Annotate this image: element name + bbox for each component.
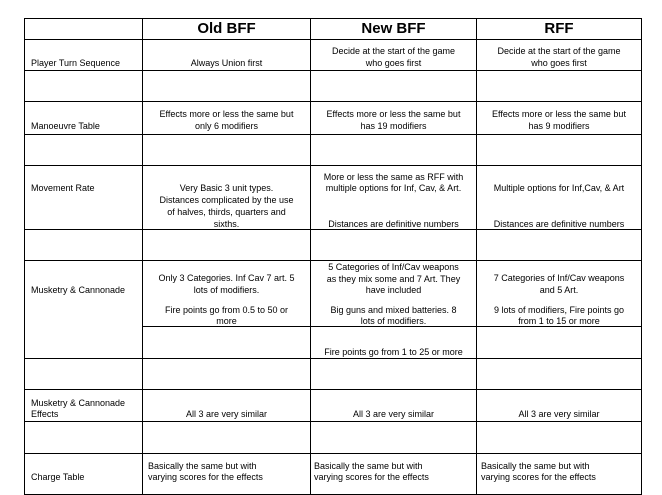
cell-text: varying scores for the effects [314,472,429,482]
cell-text: varying scores for the effects [148,472,263,482]
grid-line [476,18,477,495]
grid-line [24,165,642,166]
row-label-manoeuvre-table: Manoeuvre Table [31,121,100,131]
grid-line [310,18,311,495]
cell-text: Basically the same but with [481,461,590,471]
cell-text: Distances complicated by the use [159,195,294,205]
grid-line [641,18,642,495]
grid-line [24,101,642,102]
grid-line [142,18,143,495]
grid-line [24,453,642,454]
cell-text: Distances are definitive numbers [328,219,459,229]
cell-text: Basically the same but with [148,461,257,471]
cell-text: Very Basic 3 unit types. [179,183,274,193]
grid-line [24,39,642,40]
cell-text: All 3 are very similar [518,409,600,419]
cell-text: has 9 modifiers [528,121,590,131]
row-label-musketry-effects-line2: Effects [31,409,59,419]
cell-text: Big guns and mixed batteries. 8 [330,305,457,315]
cell-text: who goes first [531,58,587,68]
cell-text: only 6 modifiers [194,121,259,131]
cell-text: varying scores for the effects [481,472,596,482]
cell-text: Always Union first [190,58,263,68]
cell-text: Distances are definitive numbers [493,219,625,229]
cell-text: lots of modifiers. [193,285,260,295]
cell-text: Effects more or less the same but [159,109,294,119]
cell-text: Effects more or less the same but [326,109,461,119]
cell-text: Fire points go from 1 to 25 or more [324,347,463,357]
row-label-musketry-effects: Musketry & Cannonade [31,398,126,408]
cell-text: All 3 are very similar [185,409,268,419]
cell-text: and 5 Art. [539,285,579,295]
row-label-charge-table: Charge Table [31,472,85,482]
cell-text: Effects more or less the same but [492,109,626,119]
column-header-rff: RFF [544,20,574,37]
grid-line [24,134,642,135]
column-header-old-bff: Old BFF [197,20,256,37]
cell-text: sixths. [213,219,240,229]
cell-text: multiple options for Inf, Cav, & Art. [325,183,462,193]
grid-line [24,389,642,390]
cell-text: has 19 modifiers [360,121,427,131]
grid-line [24,358,642,359]
grid-line [24,260,642,261]
cell-text: who goes first [365,58,422,68]
column-header-new-bff: New BFF [361,20,426,37]
grid-line [24,18,642,19]
cell-text: 5 Categories of Inf/Cav weapons [328,262,459,272]
cell-text: more [216,316,237,326]
cell-text: All 3 are very similar [352,409,435,419]
row-label-musketry-cannonade: Musketry & Cannonade [31,285,126,295]
grid-line [24,70,642,71]
cell-text: Multiple options for Inf,Cav, & Art [493,183,625,193]
cell-text: have included [365,285,422,295]
grid-line [24,18,25,495]
cell-text: as they mix some and 7 Art. They [326,274,461,284]
cell-text: from 1 to 15 or more [518,316,600,326]
grid-line [24,421,642,422]
cell-text: Decide at the start of the game [497,46,621,56]
row-label-movement-rate: Movement Rate [31,183,95,193]
cell-text: of halves, thirds, quarters and [167,207,286,217]
cell-text: 7 Categories of Inf/Cav weapons [493,273,625,283]
cell-text: Only 3 Categories. Inf Cav 7 art. 5 [158,273,295,283]
cell-text: Basically the same but with [314,461,423,471]
cell-text: Decide at the start of the game [331,46,456,56]
cell-text: 9 lots of modifiers, Fire points go [493,305,625,315]
cell-text: More or less the same as RFF with [323,172,464,182]
cell-text: Fire points go from 0.5 to 50 or [164,305,289,315]
cell-text: lots of modifiers. [360,316,427,326]
row-label-turn-sequence: Player Turn Sequence [31,58,121,68]
